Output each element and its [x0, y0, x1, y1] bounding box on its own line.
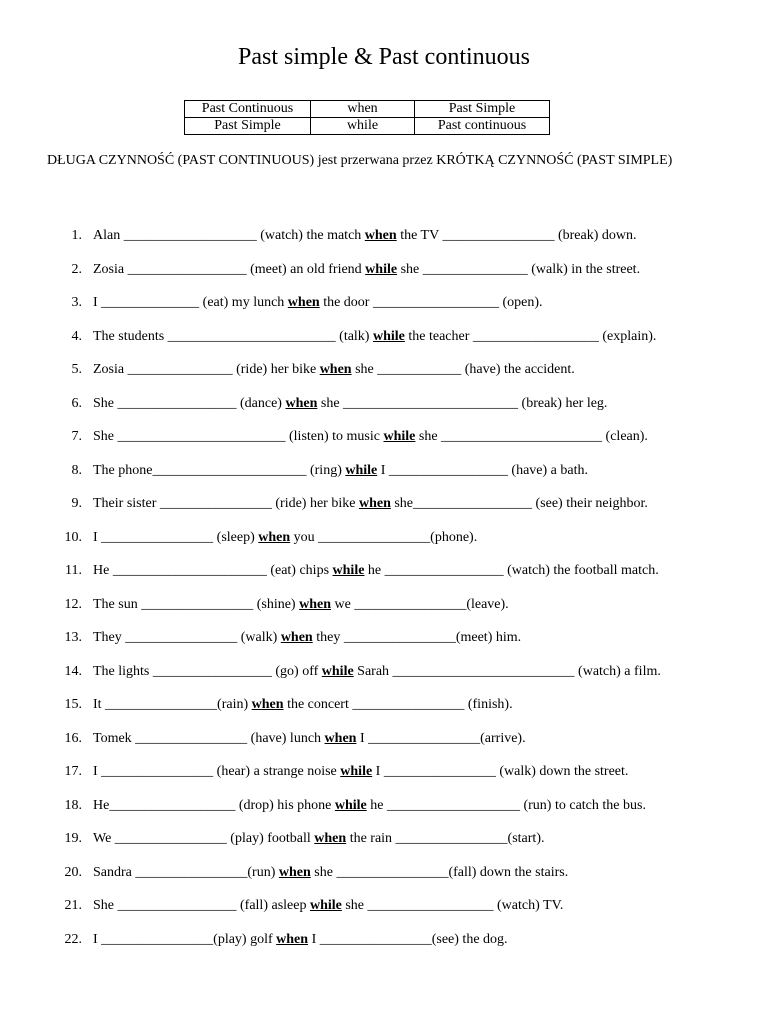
- exercise-item: [0, 393, 768, 427]
- sentence-start: It ________________(rain): [93, 697, 252, 712]
- exercise-number: 5.: [71, 362, 82, 377]
- conjunction-keyword: when: [287, 295, 320, 310]
- sentence-end: she _______________________ (clean).: [415, 429, 648, 444]
- exercise-number: 22.: [64, 931, 82, 947]
- conjunction-keyword: when: [314, 831, 347, 846]
- sentence-start: The students ________________________ (talk): [93, 328, 373, 344]
- exercise-item: [0, 929, 768, 963]
- exercise-sentence: [93, 828, 544, 850]
- sentence-start: She _________________ (dance): [93, 395, 286, 411]
- reference-cell: Past continuous: [415, 118, 550, 135]
- exercise-number: 8.: [71, 462, 82, 478]
- exercise-number: 12.: [64, 596, 82, 612]
- sentence-end: I _________________ (have) a bath.: [377, 462, 588, 478]
- exercise-item: [0, 895, 768, 929]
- sentence-start: He ______________________ (eat) chips: [93, 563, 333, 578]
- reference-row: [185, 101, 550, 118]
- exercise-sentence: [93, 393, 607, 415]
- reference-table: [184, 100, 550, 135]
- exercise-sentence: [93, 795, 646, 817]
- conjunction-keyword: while: [309, 898, 342, 913]
- sentence-end: Sarah __________________________ (watch) a film.: [353, 663, 661, 679]
- conjunction-keyword: while: [321, 663, 354, 679]
- sentence-start: I ________________ (hear) a strange noise: [93, 764, 341, 779]
- exercise-sentence: [93, 560, 659, 582]
- sentence-end: I ________________(see) the dog.: [308, 931, 508, 947]
- sentence-start: The lights _________________ (go) off: [93, 663, 322, 679]
- exercise-item: [0, 527, 768, 561]
- sentence-end: the teacher __________________ (explain).: [404, 328, 657, 344]
- exercise-sentence: [93, 359, 575, 381]
- exercise-number: 6.: [71, 395, 82, 411]
- exercise-number: 13.: [64, 630, 82, 645]
- exercise-number: 20.: [64, 864, 82, 880]
- sentence-end: they ________________(meet) him.: [312, 630, 522, 645]
- exercise-list: [0, 225, 768, 962]
- exercise-item: [0, 862, 768, 896]
- exercise-item: [0, 225, 768, 259]
- exercise-sentence: [93, 326, 656, 348]
- exercise-number: 11.: [65, 563, 82, 578]
- sentence-start: They ________________ (walk): [93, 630, 281, 645]
- exercise-number: 1.: [71, 228, 82, 243]
- conjunction-keyword: while: [372, 328, 405, 344]
- sentence-end: the concert ________________ (finish).: [283, 697, 513, 712]
- exercise-sentence: [93, 225, 636, 247]
- exercise-number: 19.: [64, 831, 82, 846]
- reference-cell: Past Continuous: [185, 101, 311, 118]
- exercise-item: [0, 761, 768, 795]
- exercise-sentence: [93, 460, 588, 482]
- exercise-item: [0, 661, 768, 695]
- sentence-start: We ________________ (play) football: [93, 831, 315, 846]
- conjunction-keyword: when: [358, 496, 391, 511]
- exercise-item: [0, 627, 768, 661]
- exercise-sentence: [93, 292, 543, 314]
- sentence-end: the door __________________ (open).: [319, 295, 543, 310]
- sentence-start: The phone______________________ (ring): [93, 462, 346, 478]
- exercise-number: 2.: [71, 261, 82, 277]
- exercise-sentence: [93, 259, 640, 281]
- sentence-end: the rain ________________(start).: [346, 831, 545, 846]
- reference-cell: Past Simple: [415, 101, 550, 118]
- sentence-end: she _______________ (walk) in the street.: [397, 261, 641, 277]
- exercise-sentence: [93, 728, 526, 750]
- exercise-sentence: [93, 661, 661, 683]
- exercise-sentence: [93, 594, 509, 616]
- sentence-start: I ________________ (sleep): [93, 529, 259, 545]
- page-title: Past simple & Past continuous: [237, 44, 530, 70]
- sentence-start: I ________________(play) golf: [93, 931, 277, 947]
- sentence-end: she ____________ (have) the accident.: [351, 362, 575, 377]
- exercise-item: [0, 828, 768, 862]
- exercise-item: [0, 594, 768, 628]
- exercise-number: 4.: [71, 328, 82, 344]
- sentence-end: she _________________________ (break) her leg.: [317, 395, 608, 411]
- exercise-item: [0, 694, 768, 728]
- sentence-end: she_________________ (see) their neighbor.: [390, 496, 648, 511]
- exercise-sentence: [93, 493, 648, 515]
- sentence-start: He__________________ (drop) his phone: [93, 797, 335, 813]
- reference-cell: while: [311, 118, 415, 135]
- sentence-start: She ________________________ (listen) to music: [93, 429, 384, 444]
- reference-row: [185, 118, 550, 135]
- sentence-start: The sun ________________ (shine): [93, 596, 300, 612]
- conjunction-keyword: when: [278, 864, 311, 880]
- conjunction-keyword: while: [345, 462, 378, 478]
- exercise-number: 17.: [64, 764, 82, 779]
- exercise-sentence: [93, 929, 508, 951]
- exercise-sentence: [93, 426, 648, 448]
- exercise-number: 16.: [64, 730, 82, 746]
- sentence-end: he ___________________ (run) to catch the bus.: [366, 797, 646, 813]
- exercise-item: [0, 460, 768, 494]
- exercise-number: 10.: [64, 529, 82, 545]
- sentence-start: I ______________ (eat) my lunch: [93, 295, 288, 310]
- exercise-number: 21.: [64, 898, 82, 913]
- conjunction-keyword: while: [332, 563, 365, 578]
- sentence-end: she __________________ (watch) TV.: [341, 898, 564, 913]
- exercise-sentence: [93, 862, 568, 884]
- exercise-sentence: [93, 761, 628, 783]
- exercise-item: [0, 259, 768, 293]
- conjunction-keyword: while: [365, 261, 398, 277]
- exercise-item: [0, 560, 768, 594]
- conjunction-keyword: when: [276, 931, 309, 947]
- conjunction-keyword: when: [299, 596, 331, 612]
- sentence-end: he _________________ (watch) the football match.: [364, 563, 659, 578]
- exercise-number: 18.: [64, 797, 82, 813]
- exercise-number: 3.: [71, 295, 82, 310]
- grammar-rule: DŁUGA CZYNNOŚĆ (PAST CONTINUOUS) jest przerwana przez KRÓTKĄ CZYNNOŚĆ (PAST SIMPLE): [47, 153, 673, 168]
- exercise-item: [0, 728, 768, 762]
- conjunction-keyword: while: [340, 764, 373, 779]
- exercise-number: 9.: [71, 496, 82, 511]
- exercise-item: [0, 795, 768, 829]
- conjunction-keyword: while: [334, 797, 367, 813]
- sentence-end: I ________________(arrive).: [356, 730, 526, 746]
- exercise-number: 14.: [64, 663, 82, 679]
- exercise-sentence: [93, 627, 521, 649]
- sentence-end: she ________________(fall) down the stairs.: [310, 864, 569, 880]
- conjunction-keyword: when: [364, 228, 397, 243]
- exercise-sentence: [93, 694, 513, 716]
- sentence-start: Zosia _______________ (ride) her bike: [93, 362, 320, 377]
- sentence-start: Sandra ________________(run): [93, 864, 279, 880]
- conjunction-keyword: when: [280, 630, 313, 645]
- exercise-sentence: [93, 895, 563, 917]
- exercise-number: 15.: [64, 697, 82, 712]
- sentence-start: Zosia _________________ (meet) an old friend: [93, 261, 366, 277]
- conjunction-keyword: when: [285, 395, 318, 411]
- exercise-sentence: [93, 527, 477, 549]
- conjunction-keyword: while: [383, 429, 416, 444]
- exercise-item: [0, 326, 768, 360]
- sentence-start: Tomek ________________ (have) lunch: [93, 730, 325, 746]
- conjunction-keyword: when: [258, 529, 291, 545]
- sentence-end: the TV ________________ (break) down.: [396, 228, 637, 243]
- sentence-start: She _________________ (fall) asleep: [93, 898, 310, 913]
- exercise-item: [0, 292, 768, 326]
- reference-cell: Past Simple: [185, 118, 311, 135]
- conjunction-keyword: when: [319, 362, 352, 377]
- exercise-item: [0, 493, 768, 527]
- sentence-end: we ________________(leave).: [331, 596, 509, 612]
- exercise-item: [0, 426, 768, 460]
- sentence-end: you ________________(phone).: [290, 529, 478, 545]
- conjunction-keyword: when: [324, 730, 357, 746]
- sentence-end: I ________________ (walk) down the street.: [372, 764, 629, 779]
- sentence-start: Alan ___________________ (watch) the match: [93, 228, 365, 243]
- conjunction-keyword: when: [251, 697, 284, 712]
- exercise-item: [0, 359, 768, 393]
- sentence-start: Their sister ________________ (ride) her bike: [93, 496, 359, 511]
- exercise-number: 7.: [71, 429, 82, 444]
- reference-cell: when: [311, 101, 415, 118]
